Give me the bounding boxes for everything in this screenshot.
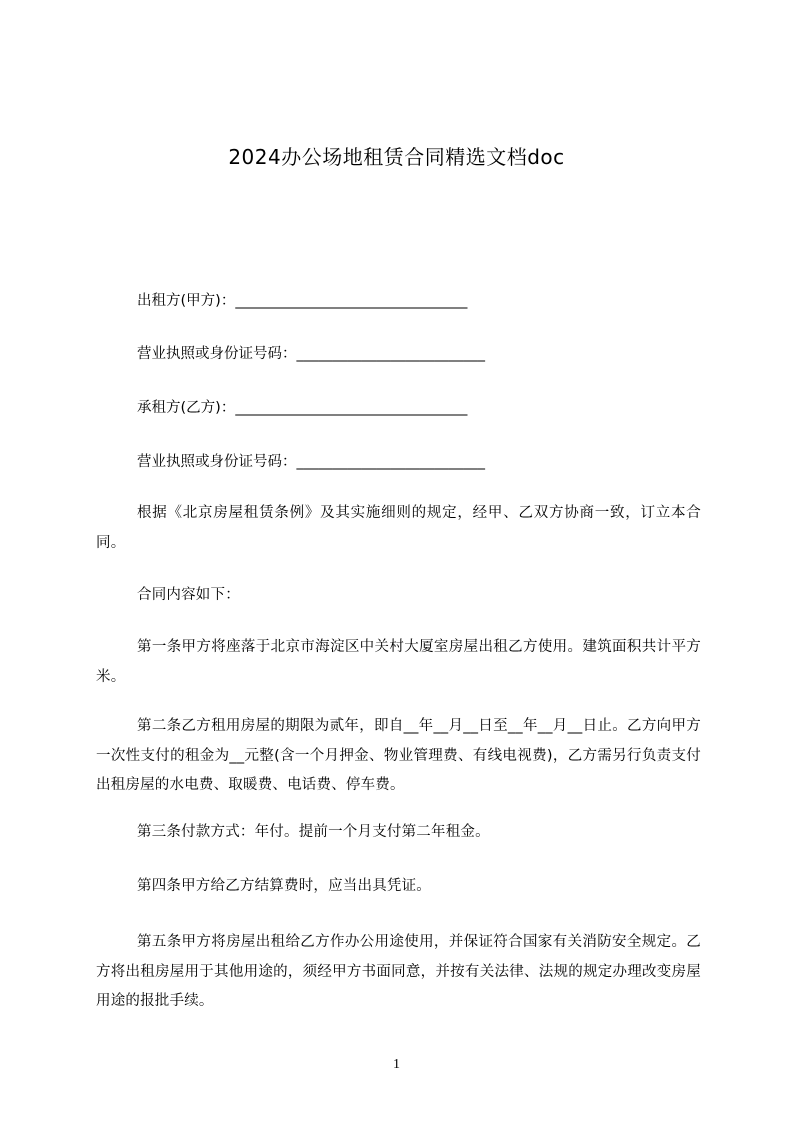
article-5-paragraph: 第五条甲方将房屋出租给乙方作办公用途使用，并保证符合国家有关消防安全规定。乙方将出租房屋用于其他用途的，须经甲方书面同意，并按有关法律、法规的规定办理改变房屋用途的报批手续。 bbox=[96, 934, 701, 1009]
article-2-paragraph: 第二条乙方租用房屋的期限为贰年，即自__年__月__日至__年__月__日止。乙方向甲方一次性支付的租金为__元整(含一个月押金、物业管理费、有线电视费)，乙方需另行负责支付出租房屋的水电费、取暖费、电话费、停车费。 bbox=[96, 718, 701, 793]
article-4-paragraph: 第四条甲方给乙方结算费时，应当出具凭证。 bbox=[137, 878, 431, 894]
lessee-license-field: 营业执照或身份证号码：__________________________ bbox=[137, 454, 485, 470]
lessee-field: 承租方(乙方)：________________________________ bbox=[137, 400, 468, 416]
preamble-paragraph: 根据《北京房屋租赁条例》及其实施细则的规定，经甲、乙双方协商一致，订立本合同。 bbox=[96, 505, 701, 551]
page-number: 1 bbox=[393, 1057, 400, 1072]
article-3-paragraph: 第三条付款方式：年付。提前一个月支付第二年租金。 bbox=[137, 824, 490, 840]
lessor-license-field: 营业执照或身份证号码：__________________________ bbox=[137, 346, 485, 362]
contract-intro-paragraph: 合同内容如下： bbox=[137, 587, 240, 603]
lessor-field: 出租方(甲方)：________________________________ bbox=[137, 293, 468, 309]
article-1-paragraph: 第一条甲方将座落于北京市海淀区中关村大厦室房屋出租乙方使用。建筑面积共计平方米。 bbox=[96, 639, 701, 685]
document-title: 2024办公场地租赁合同精选文档doc bbox=[228, 145, 565, 169]
